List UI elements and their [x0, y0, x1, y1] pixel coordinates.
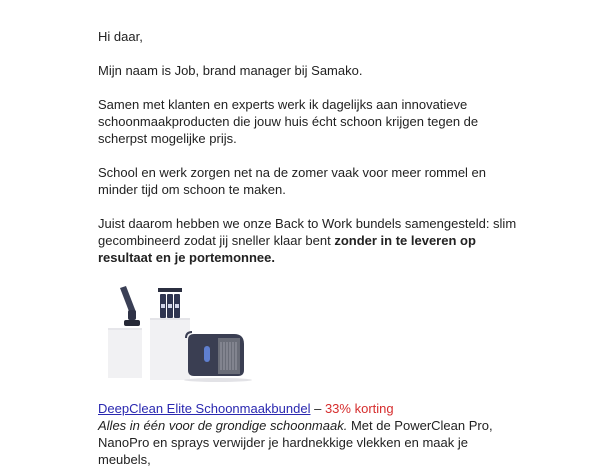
bundle-text: Juist daarom hebben we onze Back to Work bundels samengesteld: slim gecombineerd zodat jij sneller klaar bent: [98, 216, 517, 248]
greeting: Hi daar,: [98, 29, 143, 44]
mission-paragraph: Samen met klanten en experts werk ik dagelijks aan innovatieve schoonmaakproducten die jouw huis écht schoon krijgen tegen de scherpst mogelijke prijs.: [98, 97, 479, 146]
product-description: [98, 417, 518, 468]
intro-paragraph: Mijn naam is Job, brand manager bij Samako.: [98, 63, 363, 78]
product-heading: [98, 400, 518, 417]
product-bundle-illustration: [106, 284, 252, 384]
product-block: [98, 400, 518, 468]
discount-label: 33% korting: [324, 401, 394, 416]
product-tagline: Alles in één voor de grondige schoonmaak.: [98, 418, 348, 433]
season-paragraph: School en werk zorgen net na de zomer vaak voor meer rommel en minder tijd om schoon te maken.: [98, 165, 487, 197]
bundle-paragraph: [98, 215, 518, 266]
product-link[interactable]: DeepClean Elite Schoonmaakbundel: [98, 401, 311, 416]
product-details: Met de PowerClean Pro, NanoPro en sprays verwijder je hardnekkige vlekken en maak je meubels,: [98, 418, 493, 467]
email-body: [98, 28, 518, 283]
product-image[interactable]: [106, 284, 252, 384]
bundle-emphasis: zonder in te leveren op resultaat en je portemonnee.: [98, 233, 476, 265]
separator: –: [310, 401, 325, 416]
